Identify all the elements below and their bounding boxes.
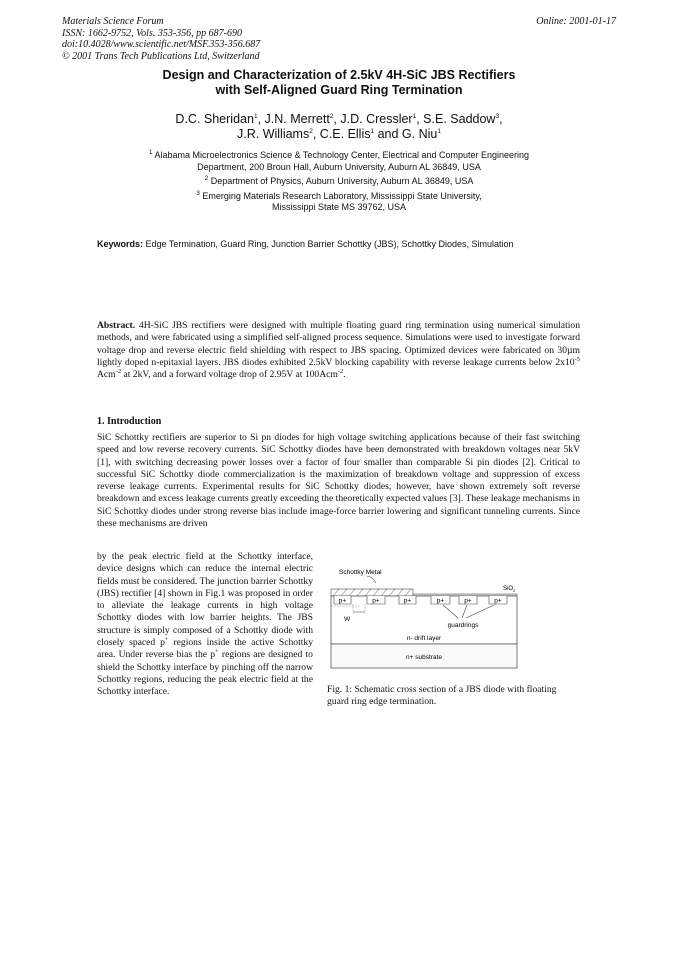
paper-title — [0, 68, 678, 98]
author-list — [0, 112, 678, 142]
schottky-metal-label: Schottky Metal — [339, 569, 382, 576]
figure-1-caption: Fig. 1: Schematic cross section of a JBS diode with floating guard ring edge termination. — [327, 684, 557, 708]
authors-line-2: J.R. Williams$^2$, C.E. Ellis$^1$ and G. Niu$^1$ — [237, 127, 441, 141]
header-copyright: © 2001 Trans Tech Publications Ltd, Switzerland — [62, 50, 260, 62]
guardrings-label: guardrings — [447, 622, 479, 629]
header-journal-name: Materials Science Forum — [62, 16, 164, 27]
affiliations — [70, 150, 608, 217]
p-plus-label-5: p+ — [464, 597, 472, 605]
intro-column-text: by the peak electric field at the Schottky interface, device designs which can reduce the internal electric fields must be considered. The junction barrier Schottky (JBS) rectifier [4] shown in Fig.1 was proposed in order to alleviate the leakage currents in high voltage Schottky diodes with low barrier heights. The JBS structure is simply composed of a Schottky diode with closely spaced p+ regions inside the active Schottky area. Under reverse bias the p+ regions are designed to shield the Schottky interface by pinching off the narrow Schottky regions, reducing the peak electric field at the Schottky interface. — [97, 551, 313, 698]
w-label: W — [344, 616, 351, 623]
affiliation-2: $^2$ Department of Physics, Auburn University, Auburn AL 36849, USA — [204, 175, 474, 186]
p-plus-label-3: p+ — [403, 597, 412, 605]
jbs-cross-section-diagram — [327, 566, 521, 676]
journal-header — [62, 16, 260, 62]
figure-1 — [327, 566, 521, 676]
sio2-label: SiO$_2$ — [503, 586, 516, 593]
keywords — [97, 239, 577, 251]
substrate-label: n+ substrate — [406, 654, 442, 661]
title-line-1: Design and Characterization of 2.5kV 4H-SiC JBS Rectifiers — [162, 68, 516, 82]
affiliation-3: $^3$ Emerging Materials Research Laboratory, Mississippi State University, Mississippi State MS 39762, USA — [196, 189, 482, 212]
online-date: Online: 2001-01-17 — [536, 16, 616, 27]
affiliation-1: $^1$ Alabama Microelectronics Science & Technology Center, Electrical and Computer Engineering Department, 200 Broun Hall, Auburn University, Auburn AL 36849, USA — [148, 149, 530, 172]
keywords-text: Edge Termination, Guard Ring, Junction Barrier Schottky (JBS), Schottky Diodes, Simulation — [145, 239, 514, 249]
section-heading: 1. Introduction — [97, 416, 162, 427]
p-plus-label-4: p+ — [436, 597, 445, 605]
drift-layer-label: n- drift layer — [406, 635, 442, 642]
p-plus-label-6: p+ — [494, 597, 502, 605]
header-issn: ISSN: 1662-9752, Vols. 353-356, pp 687-690 — [62, 27, 242, 39]
schottky-metal-arrow — [367, 576, 376, 583]
intro-paragraph: SiC Schottky rectifiers are superior to Si pn diodes for high voltage switching applications because of their fast switching speed and low reverse recovery currents. SiC Schottky diodes have been demonstrated with breakdown voltages near 5kV [1], with switching decreasing power losses over a factor of four smaller than comparable Si pin diodes [2]. Critical to successful SiC Schottky diode commercialization is the maximization of breakdown voltage and suppression of excess reverse leakage currents. Experimental results for SiC Schottky diodes, however, have shown extremely soft reverse breakdown and excess leakage currents greatly exceeding the theoretically expected values [3]. These leakage mechanisms in SiC Schottky diodes under strong reverse bias include image-force barrier lowering and significant tunneling currents. Since these mechanisms are driven — [97, 432, 580, 530]
p-plus-label-1: p+ — [338, 597, 347, 605]
authors-line-1: D.C. Sheridan$^1$, J.N. Merrett$^2$, J.D. Cressler$^1$, S.E. Saddow$^3$, — [175, 112, 503, 126]
abstract-label: Abstract. — [97, 320, 136, 331]
p-plus-label-2: p+ — [372, 597, 380, 605]
abstract: Abstract. 4H-SiC JBS rectifiers were designed with multiple floating guard ring termination using numerical simulation methods, and were fabricated using a simplified self-aligned process sequence. Simulations were used to investigate forward voltage drop and reverse electric field shielding with respect to JBS spacing. Optimized devices were fabricated on 30µm lightly doped n-epitaxial layers. JBS diodes exhibited 2.5kV blocking capability with reverse leakage currents below $2x10^{-5}$ Acm$^{-2}$ at 2kV, and a forward voltage drop of 2.95V at 100Acm$^{-2}$. — [97, 320, 580, 381]
title-line-2: with Self-Aligned Guard Ring Termination — [215, 83, 463, 97]
header-doi: doi:10.4028/www.scientific.net/MSF.353-356.687 — [62, 39, 261, 50]
keywords-label: Keywords: — [97, 239, 144, 249]
